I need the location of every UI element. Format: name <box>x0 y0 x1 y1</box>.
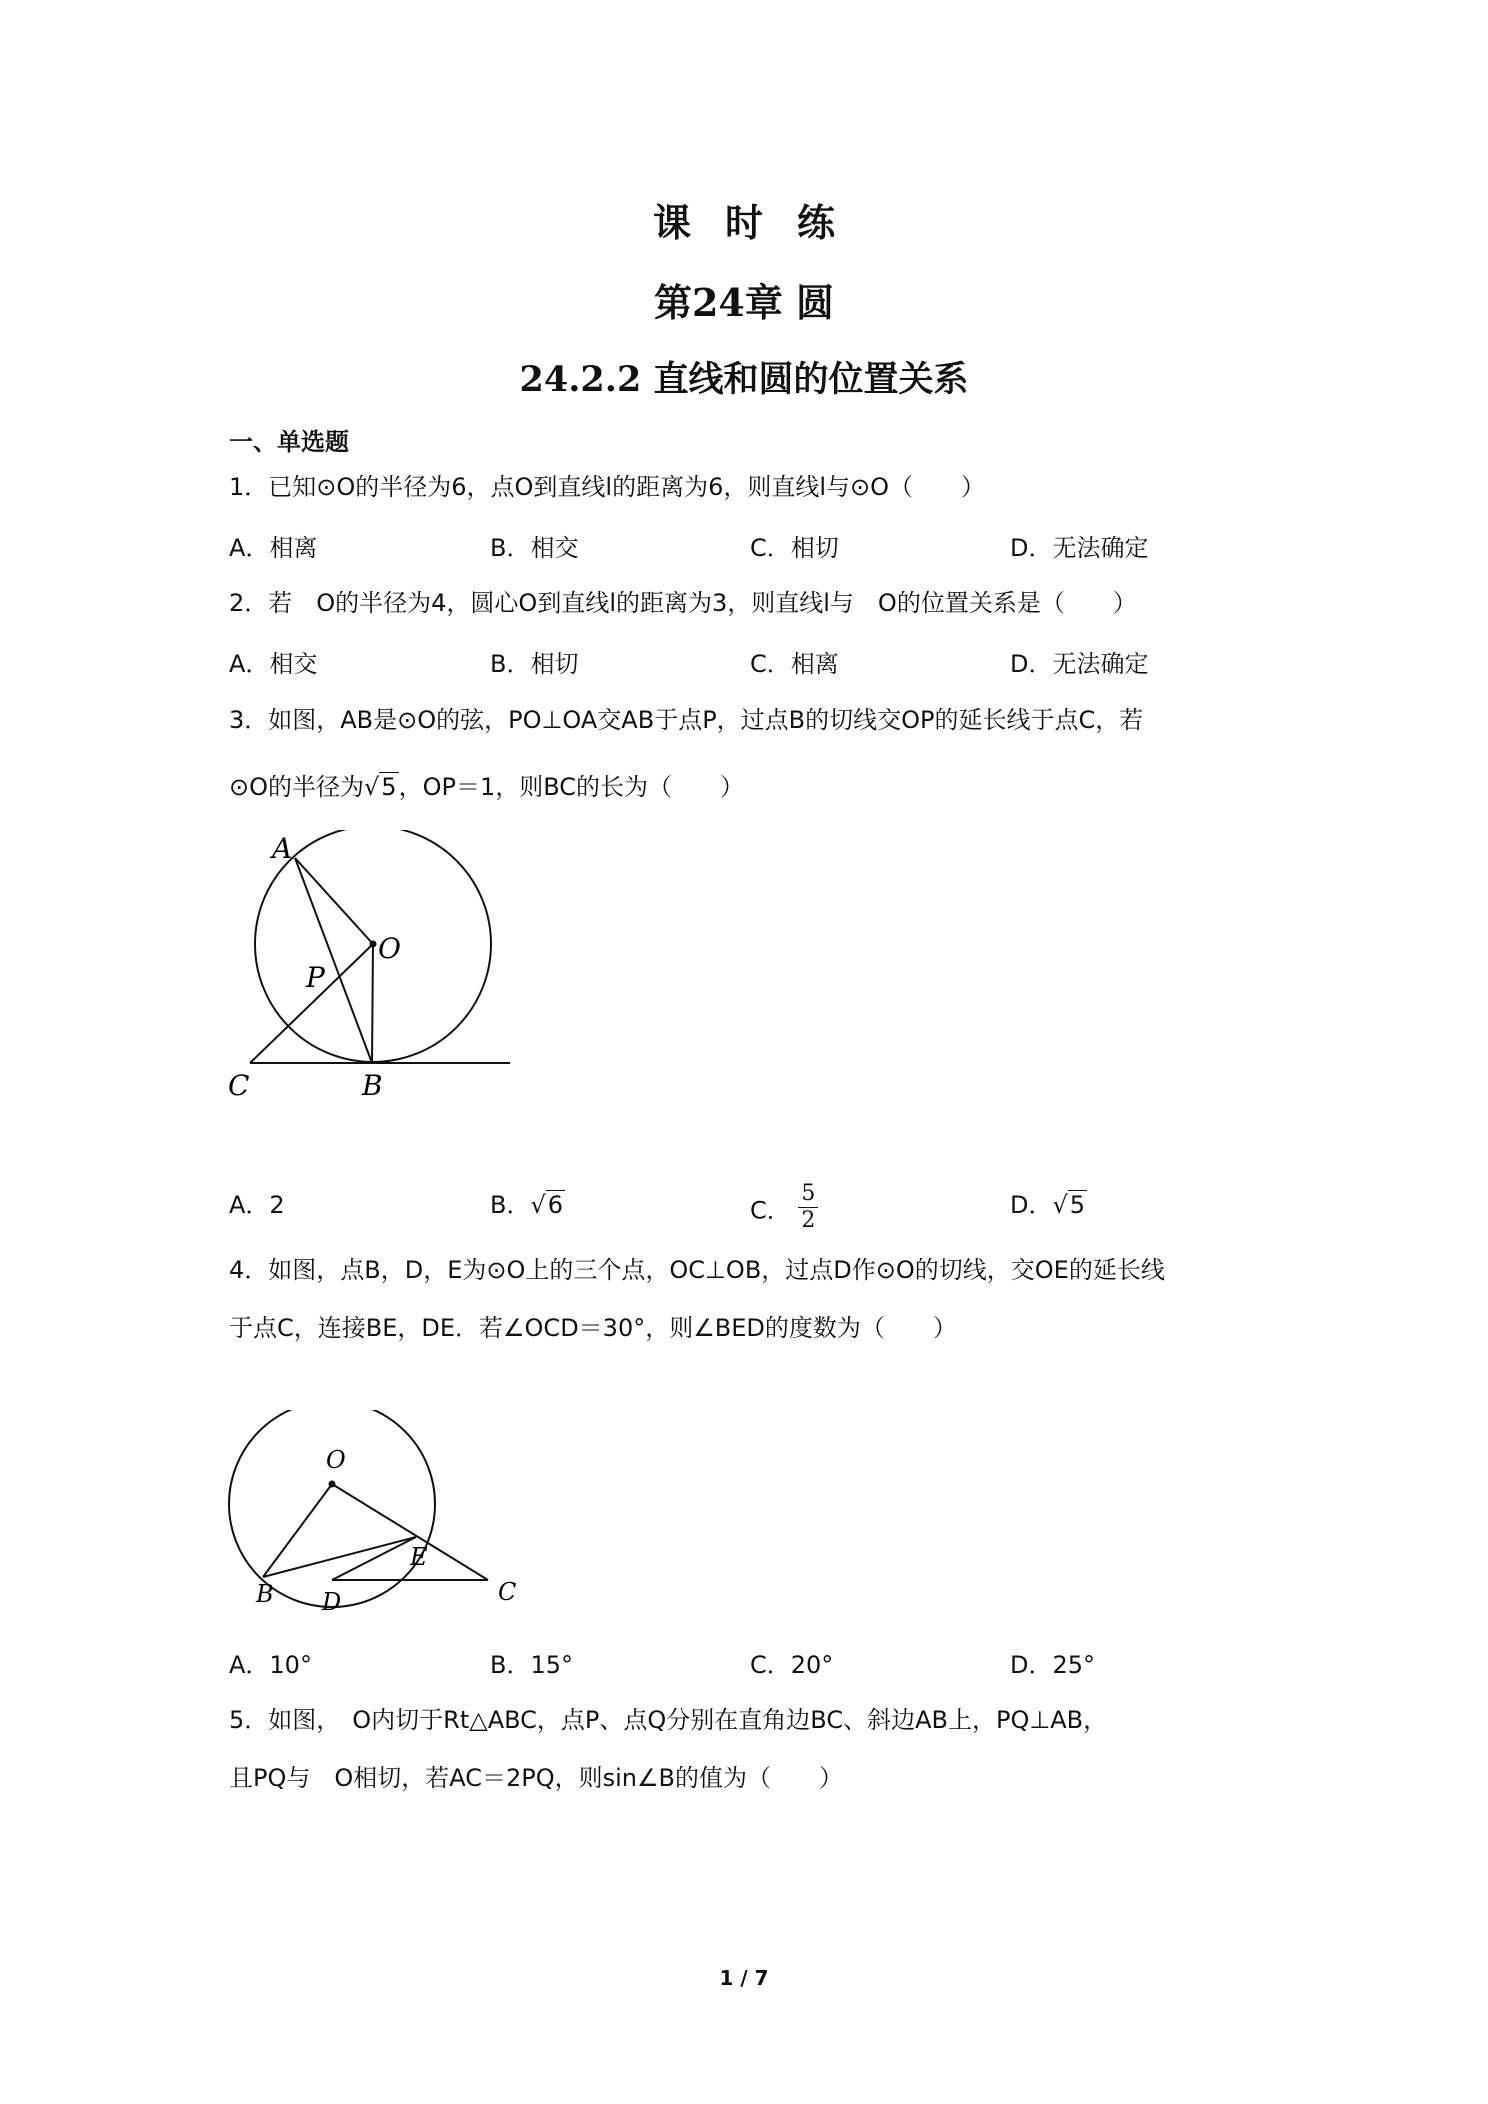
q2-option-c: C．相离 <box>750 650 839 678</box>
q3-option-d-label: D． <box>1010 1191 1053 1219</box>
q3-label-B: B <box>362 1069 383 1100</box>
q3-center-dot <box>370 941 377 948</box>
q2-option-d: D．无法确定 <box>1010 650 1149 678</box>
q1-option-b: B．相交 <box>490 534 579 562</box>
q4-label-O: O <box>326 1446 346 1474</box>
q4-segment-DE <box>332 1537 416 1580</box>
q4-label-E: E <box>410 1543 428 1571</box>
question-3-line-1: 3．如图，AB是⊙O的弦，PO⊥OA交AB于点P，过点B的切线交OP的延长线于点C，若 <box>229 706 1144 734</box>
q3-segment-OB <box>372 944 373 1063</box>
q3-option-d-radicand: 5 <box>1069 1191 1086 1219</box>
q4-figure <box>220 1410 540 1620</box>
q3-option-c-fraction <box>798 1181 818 1234</box>
q4-option-d: D．25° <box>1010 1651 1096 1679</box>
q4-option-b: B．15° <box>490 1651 574 1679</box>
q3-label-P: P <box>306 961 325 994</box>
q3-figure <box>220 830 520 1100</box>
q3-option-b <box>490 1185 565 1220</box>
question-4-line-2: 于点C，连接BE，DE．若∠OCD＝30°，则∠BED的度数为（ ） <box>229 1314 957 1342</box>
q4-option-c: C．20° <box>750 1651 834 1679</box>
q4-segment-BE <box>263 1537 416 1577</box>
q2-option-b: B．相切 <box>490 650 579 678</box>
q3-option-c-label: C． <box>750 1196 791 1225</box>
q4-label-B: B <box>256 1580 274 1608</box>
page-title: 课时练 <box>652 200 869 245</box>
q2-option-a: A．相交 <box>229 650 318 678</box>
q3-option-b-radicand: 6 <box>547 1191 564 1219</box>
q4-option-a: A．10° <box>229 1651 312 1679</box>
q3-fraction-numerator: 5 <box>798 1181 818 1208</box>
q3-option-c <box>750 1181 818 1238</box>
q3-line2-end: ，OP＝1，则BC的长为（ ） <box>398 773 745 801</box>
page-number: 1 / 7 <box>719 1966 769 1990</box>
chapter-title: 第24章 圆 <box>653 280 835 325</box>
q3-fraction-denominator: 2 <box>801 1208 816 1233</box>
sqrt-symbol: √ <box>530 1191 546 1219</box>
question-5-line-1: 5．如图， O内切于Rt△ABC，点P、点Q分别在直角边BC、斜边AB上，PQ⊥AB， <box>229 1706 1108 1734</box>
q4-label-C: C <box>498 1578 517 1606</box>
q1-option-c: C．相切 <box>750 534 839 562</box>
q1-option-a: A．相离 <box>229 534 318 562</box>
q3-option-b-label: B． <box>490 1191 531 1219</box>
q3-option-d <box>1010 1185 1087 1220</box>
sqrt-symbol: √ <box>364 773 380 801</box>
q3-radicand: 5 <box>381 773 397 801</box>
section-title: 24.2.2 直线和圆的位置关系 <box>519 359 969 400</box>
section-heading: 一、单选题 <box>229 428 349 456</box>
sqrt-symbol: √ <box>1052 1191 1068 1219</box>
question-2: 2．若 O的半径为4，圆心O到直线l的距离为3，则直线l与 O的位置关系是（ ） <box>229 589 1137 617</box>
q4-center-dot <box>329 1481 336 1488</box>
q3-option-a: A．2 <box>229 1191 285 1219</box>
q4-segment-OB <box>263 1484 332 1577</box>
q3-label-A: A <box>272 832 293 865</box>
q1-option-d: D．无法确定 <box>1010 534 1149 562</box>
question-1: 1．已知⊙O的半径为6，点O到直线l的距离为6，则直线l与⊙O（ ） <box>229 473 986 501</box>
q3-label-O: O <box>378 932 401 965</box>
q3-line2-start: ⊙O的半径为 <box>229 773 364 801</box>
question-5-line-2: 且PQ与 O相切，若AC＝2PQ，则sin∠B的值为（ ） <box>229 1764 844 1792</box>
q4-circle <box>229 1410 435 1607</box>
q3-label-C: C <box>228 1069 250 1100</box>
question-4-line-1: 4．如图，点B，D，E为⊙O上的三个点，OC⊥OB，过点D作⊙O的切线，交OE的延长线 <box>229 1256 1165 1284</box>
question-3-line-2 <box>229 770 744 804</box>
q4-label-D: D <box>322 1588 342 1616</box>
q3-segment-AO <box>295 858 373 944</box>
